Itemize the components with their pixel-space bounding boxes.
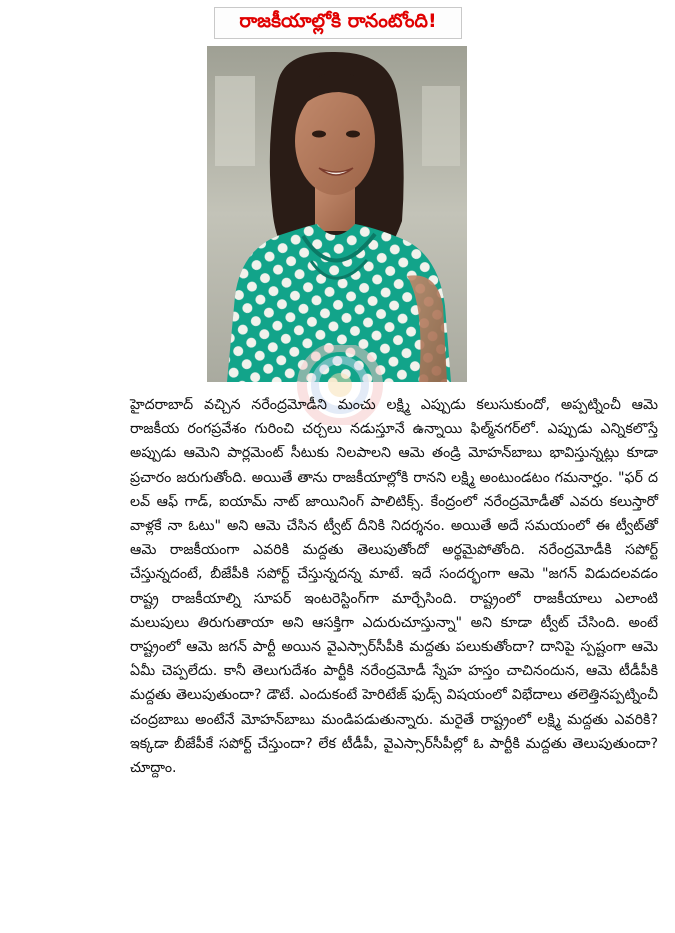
headline: రాజకీయాల్లోకి రానంటోంది! xyxy=(239,9,437,32)
headline-box xyxy=(214,7,462,39)
article-body: హైదరాబాద్ వచ్చిన నరేంద్రమోడీని మంచు లక్ష్మి ఎప్పుడు కలుసుకుందో, అప్పట్నించీ ఆమె రాజకీయ రంగప్రవేశం గురించి చర్చలు నడుస్తూనే ఉన్నాయి ఫిల్మ్‌నగర్‌లో. ఎప్పుడు ఎన్నికలొస్తే అప్పుడు ఆమెని పార్లమెంట్ సీటుకు నిలపాలని ఆమె తండ్రి మోహన్‌బాబు భావిస్తున్నట్లు కూడా ప్రచారం జరుగుతోంది. అయితే తాను రాజకీయాల్లోకి రానని లక్ష్మి అంటుండటం గమనార్హం. "ఫర్ ద లవ్ ఆఫ్ గాడ్, ఐయామ్ నాట్ జాయినింగ్ పాలిటిక్స్. కేంద్రంలో నరేంద్రమోడీతో ఎవరు కలుస్తారో వాళ్లకే నా ఓటు" అని ఆమె చేసిన ట్వీట్ దీనికి నిదర్శనం. అయితే అదే సమయంలో ఈ ట్వీట్‌తో ఆమె రాజకీయంగా ఎవరికి మద్దతు తెలుపుతోందో అర్థమైపోతోంది. నరేంద్రమోడీకి సపోర్ట్ చేస్తున్నదంటే, బీజేపీకి సపోర్ట్ చేస్తున్నదన్న మాటే. ఇదే సందర్భంగా ఆమె "జగన్ విడుదలవడం రాష్ట్ర రాజకీయాల్ని సూపర్ ఇంటరెస్టింగ్‌గా మార్చేసింది. రాష్ట్రంలో రాజకీయాలు ఎలాంటి మలుపులు తిరుగుతాయా అని ఆసక్తిగా ఎదురుచూస్తున్నా" అని కూడా ట్వీట్ చేసింది. అంటే రాష్ట్రంలో ఆమె జగన్ పార్టీ అయిన వైఎస్సార్‌సీపీకి మద్దతు పలుకుతోందా? దానిపై స్పష్టంగా ఆమె ఏమీ చెప్పలేదు. కానీ తెలుగుదేశం పార్టీకి నరేంద్రమోడీ స్నేహ హస్తం చాచినందున, ఆమె టీడీపీకి మద్దతు తెలుపుతుందా? డౌటే. ఎందుకంటే హెరిటేజ్ ఫుడ్స్ విషయంలో విభేదాలు తలెత్తినప్పట్నించీ చంద్రబాబు అంటేనే మోహన్‌బాబు మండిపడుతున్నారు. మరైతే రాష్ట్రంలో లక్ష్మి మద్దతు ఎవరికి? ఇక్కడా బీజేపీకే సపోర్ట్ చేస్తుందా? లేక టీడీపీ, వైఎస్సార్‌సీపీల్లో ఓ పార్టీకి మద్దతు తెలుపుతుందా? చూద్దాం. xyxy=(130,397,658,777)
portrait-photo-icon xyxy=(207,46,467,382)
